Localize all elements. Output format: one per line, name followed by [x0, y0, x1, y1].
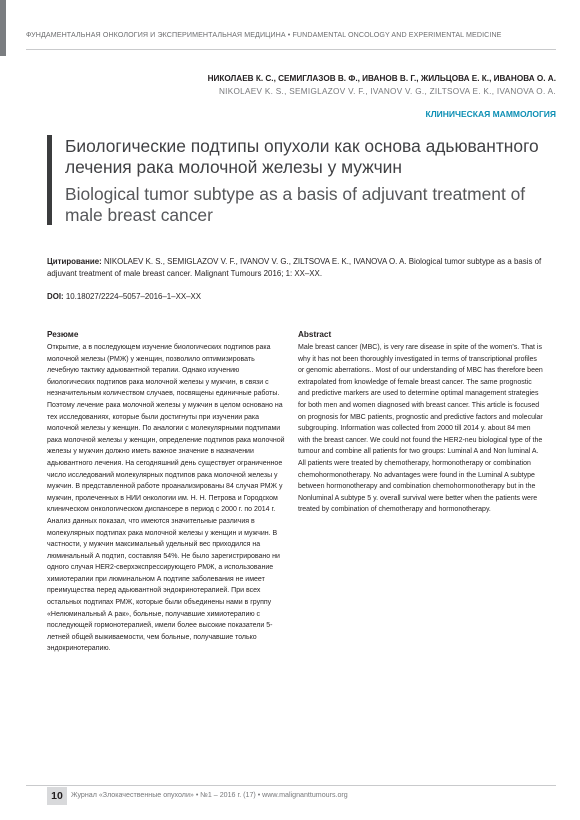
header-divider — [26, 49, 556, 50]
abstract-ru-heading: Резюме — [47, 330, 79, 339]
article-title-english: Biological tumor subtype as a basis of adjuvant treatment of male breast cancer — [65, 184, 526, 225]
abstract-ru-text: Открытие, а в последующем изучение биологических подтипов рака молочной железы (РМЖ) у женщин, позволило оптимизировать лечебную тактику адьювантной терапии. Однако изучению биологических подтипов рака молочной железы у мужчин, в связи с незначительным количеством случаев, посвящены единичные работы. Поэтому лечение рака молочной железы у мужчин в целом основано на тех исследованиях, которые были достигнуты при изучении рака молочной железы у женщин. По аналогии с молекулярными подтипами рака молочной железы у женщин, определение подтипов рака молочной железы у мужчин должно иметь важное значение в назначении адьювантного лечения. На сегодняшний день существует ограниченное число исследований молекулярных подтипов рака молочной железы у мужчин. В представленной работе проанализированы 84 случая РМЖ у мужчин, пролеченных в НИИ онкологии им. Н. Н. Петрова и Городском клиническом онкологическом диспансере в период с 2000 г. по 2014 г. Анализ данных показал, что имеются значительные различия в молекулярных подтипах рака молочной железы у женщин и мужчин. В частности, у мужчин максимальный удельный вес приходился на люминальный А подтип, составляя 54%. Не было зарегистрировано ни одного случая HER2-сверхэкспрессирующего РМЖ, а использование химиотерапии при люминальном А подтипе заболевания не имеет преимущества перед адьювантной эндокринотерапией. При всех остальных подтипах РМЖ, которые были объединены нами в группу «Нелюминальный А рак», больные, получавшие химиотерапию с последующей гормонотерапией, имели более высокие показатели 5-летней общей выживаемости, чем больные, получавшие только эндокринотерапию. — [47, 344, 285, 653]
citation-text: NIKOLAEV K. S., SEMIGLAZOV V. F., IVANOV V. G., ZILTSOVA E. K., IVANOVA O. A. Biological tumor subtype as a basis of adjuvant treatment of male breast cancer. Malignant Tumours 2016; 1: XX–XX. — [47, 257, 542, 278]
title-accent-bar — [47, 135, 52, 225]
article-title-russian: Биологические подтипы опухоли как основа адьювантного лечения рака молочной железы у мужчин — [65, 136, 539, 177]
citation — [47, 256, 543, 280]
footer-journal-info: Журнал «Злокачественные опухоли» • №1 – 2016 г. (17) • www.malignanttumours.org — [71, 791, 348, 799]
footer-divider — [26, 785, 556, 786]
doi-text: 10.18027/2224–5057–2016–1–XX–XX — [65, 292, 202, 301]
authors-english: NIKOLAEV K. S., SEMIGLAZOV V. F., IVANOV V. G., ZILTSOVA E. K., IVANOVA O. A. — [218, 87, 556, 96]
journal-title: ФУНДАМЕНТАЛЬНАЯ ОНКОЛОГИЯ И ЭКСПЕРИМЕНТАЛЬНАЯ МЕДИЦИНА • FUNDAMENTAL ONCOLOGY AND EXPERIMENTAL MEDICINE — [26, 31, 502, 39]
section-label: КЛИНИЧЕСКАЯ МАММОЛОГИЯ — [425, 109, 556, 119]
header-accent-bar — [0, 0, 6, 56]
doi — [47, 292, 543, 301]
authors-russian: НИКОЛАЕВ К. С., СЕМИГЛАЗОВ В. Ф., ИВАНОВ В. Г., ЖИЛЬЦОВА Е. К., ИВАНОВА О. А. — [207, 74, 556, 83]
doi-label: DOI: — [47, 292, 64, 301]
citation-label: Цитирование: — [47, 257, 102, 266]
abstract-en-heading: Abstract — [298, 330, 332, 339]
page-number: 10 — [47, 787, 67, 805]
abstract-en-text: Male breast cancer (MBC), is very rare disease in spite of the women's. That is why it has not been thoroughly investigated in terms of transcriptional profiles or genomic aberrations.. Most of our understanding of MBC has therefore been extrapolated from knowledge of female breast cancer. The same prognostic and predictive markers are used to determine optimal management strategies for both men and women diagnosed with breast cancer. This article is focused on prognosis for MBC patients, prognostic and predictive factors and molecular subgrouping. Information was collected from 2000 till 2014 y. about 84 men with the breast cancer. We could not found the HER2-neu biological type of the tumour and combine all patients for two groups: Luminal A and Non luminal A. All patients were treated by chemotherapy, hormonotherapy or combination chemohormonotherapy. No advantages were found in the Luminal A subtype between hormonotherapy and combination chemohormonotherapy but in the Nonluminal A subtype 5 y. overall survival were better when the patients were treated by combination of chemotherapy and hormonotherapy. — [298, 344, 543, 514]
